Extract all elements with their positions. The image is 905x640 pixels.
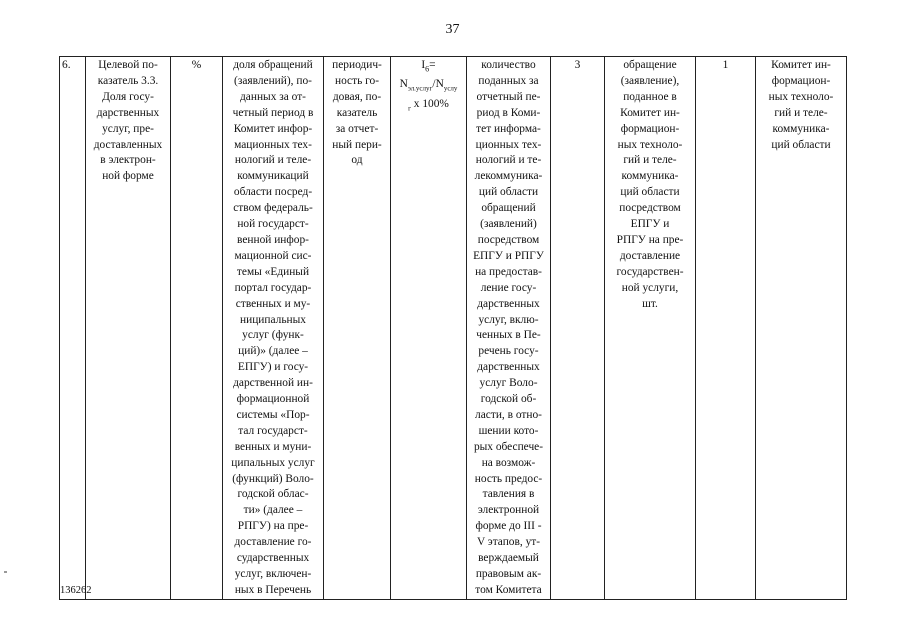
- formula-cell: [391, 57, 467, 600]
- indicator-table: [59, 56, 847, 600]
- formula-denominator-subscript-tail: г: [408, 104, 411, 113]
- column-10-cell: 1: [696, 57, 756, 600]
- unit-cell: %: [171, 57, 223, 600]
- formula-equals: =: [429, 59, 436, 71]
- formula-denominator-subscript: услу: [443, 84, 458, 93]
- table-row: [60, 57, 847, 600]
- definition-cell: доля обращений (заявлений), по- данных за от- четный период в Комитет инфор- мационных тех- нологий и теле- коммуникаций области посред- ством федераль- ной государст- венной инфор- мационной сис- темы «Единый портал государ- ственных и му- ниципальных услуг (функ- ций)» (далее – ЕПГУ) и госу- дарственной ин- формационной системы «Пор- тал государст- венных и муни- ципальных услуг (функций) Воло- годской облас- ти» (далее – РПГУ) на пре- доставление го- сударственных услуг, включен- ных в Перечень: [223, 57, 324, 600]
- row-number-cell: 6.: [60, 57, 86, 600]
- responsible-cell: Комитет ин- формацион- ных техноло- гий и теле- коммуника- ций области: [756, 57, 847, 600]
- description-cell: количество поданных за отчетный пе- риод в Коми- тет информа- ционных тех- нологий и те- лекоммуника- ций области обращений (заявлений) посредством ЕПГУ и РПГУ на предостав- ление госу- дарственных услуг, вклю- ченных в Пе- речень госу- дарственных услуг Воло- годской об- ласти, в отно- шении кото- рых обеспече- на возмож- ность предос- тавления в электронной форме до III - V этапов, ут- верждаемый правовым ак- том Комитета: [467, 57, 551, 600]
- column-8-cell: 3: [551, 57, 605, 600]
- formula-numerator: N: [399, 78, 408, 91]
- formula-lhs-subscript: 6: [425, 64, 430, 74]
- formula-divider: /N: [432, 78, 444, 91]
- formula-numerator-subscript: эл.услуг: [407, 84, 433, 93]
- document-id: 136262: [60, 585, 92, 596]
- scan-margin-mark: [4, 571, 7, 573]
- formula-multiplier: x 100%: [410, 98, 449, 111]
- periodicity-cell: периодич- ность го- довая, по- казатель за отчет- ный пери- од: [324, 57, 391, 600]
- target-indicator-cell: Целевой по- казатель 3.3. Доля госу- дарственных услуг, пре- доставленных в электрон- ной форме: [86, 57, 171, 600]
- page-number: 37: [445, 22, 460, 37]
- formula-lhs: I: [421, 59, 426, 71]
- unit-description-cell: обращение (заявление), поданное в Комитет ин- формацион- ных техноло- гий и теле- коммуника- ций области посредством ЕПГУ и РПГУ на пре- доставление государствен- ной услуги, шт.: [605, 57, 696, 600]
